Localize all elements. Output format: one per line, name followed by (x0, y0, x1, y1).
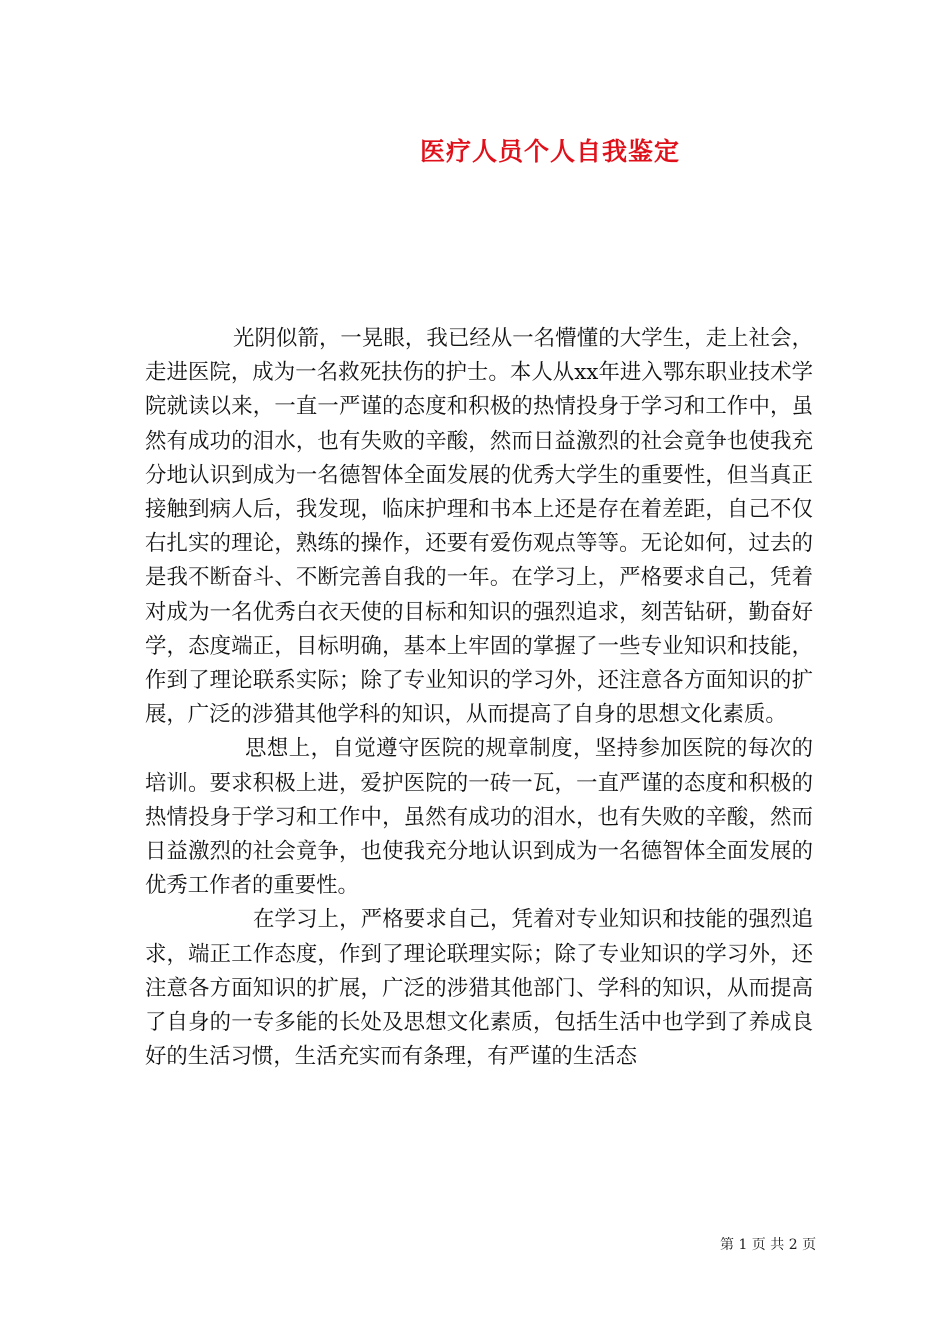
paragraph-2: 思想上，自觉遵守医院的规章制度，坚持参加医院的每次的培训。要求积极上进，爱护医院的一砖一瓦，一直严谨的态度和积极的热情投身于学习和工作中，虽然有成功的泪水，也有失败的辛酸，然而日益激烈的社会竟争，也使我充分地认识到成为一名德智体全面发展的优秀工作者的重要性。 (145, 736, 813, 899)
paragraph-3: 在学习上，严格要求自己，凭着对专业知识和技能的强烈追求，端正工作态度，作到了理论联理实际；除了专业知识的学习外，还注意各方面知识的扩展，广泛的涉猎其他部门、学科的知识，从而提高了自身的一专多能的长处及思想文化素质，包括生活中也学到了养成良好的生活习惯，生活充实而有条理，有严谨的生活态 (145, 907, 813, 1070)
document-body (145, 322, 813, 1074)
document-title: 医疗人员个人自我鉴定 (419, 137, 680, 166)
paragraph-1: 光阴似箭，一晃眼，我已经从一名懵懂的大学生，走上社会，走进医院，成为一名救死扶伤的护士。本人从xx年进入鄂东职业技术学院就读以来，一直一严谨的态度和积极的热情投身于学习和工作中，虽然有成功的泪水，也有失败的辛酸，然而日益激烈的社会竟争也使我充分地认识到成为一名德智体全面发展的优秀大学生的重要性，但当真正接触到病人后，我发现，临床护理和书本上还是存在着差距，自己不仅右扎实的理论，熟练的操作，还要有爱伤观点等等。无论如何，过去的是我不断奋斗、不断完善自我的一年。在学习上，严格要求自己，凭着对成为一名优秀白衣天使的目标和知识的强烈追求，刻苦钻研，勤奋好学，态度端正，目标明确，基本上牢固的掌握了一些专业知识和技能，作到了理论联系实际；除了专业知识的学习外，还注意各方面知识的扩展，广泛的涉猎其他学科的知识，从而提高了自身的思想文化素质。 (145, 326, 813, 728)
page-number-footer: 第 1 页 共 2 页 (720, 1237, 817, 1253)
